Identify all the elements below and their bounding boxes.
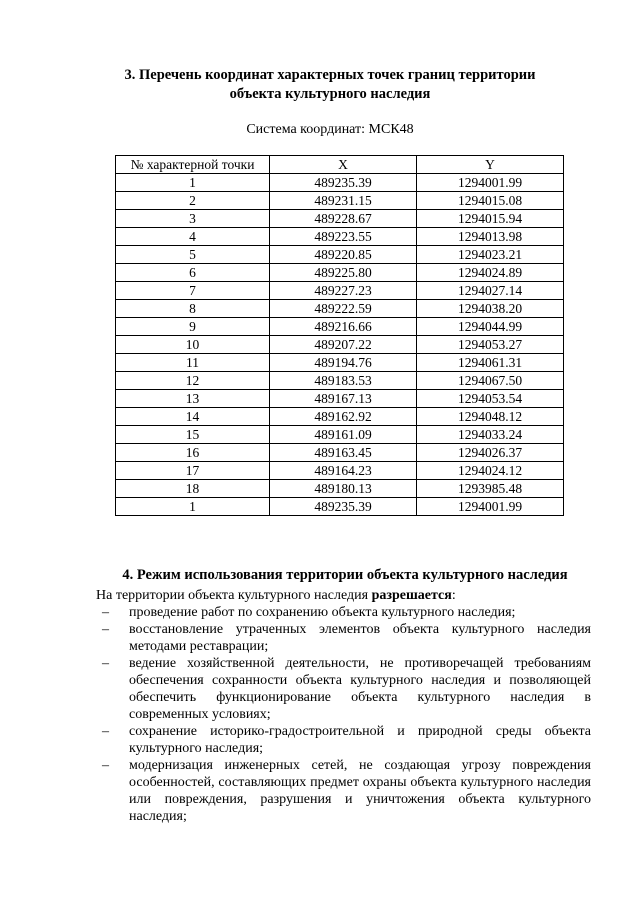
cell-x: 489162.92 — [270, 408, 417, 426]
cell-point-number: 15 — [116, 426, 270, 444]
cell-x: 489225.80 — [270, 264, 417, 282]
cell-y: 1294061.31 — [417, 354, 564, 372]
cell-point-number: 4 — [116, 228, 270, 246]
list-item — [96, 757, 591, 825]
cell-y: 1293985.48 — [417, 480, 564, 498]
cell-x: 489161.09 — [270, 426, 417, 444]
table-row — [116, 264, 564, 282]
cell-y: 1294013.98 — [417, 228, 564, 246]
cell-x: 489235.39 — [270, 174, 417, 192]
cell-x: 489228.67 — [270, 210, 417, 228]
permitted-intro — [96, 587, 591, 604]
section-3-heading-line-2: объекта культурного наследия — [229, 86, 431, 102]
cell-point-number: 16 — [116, 444, 270, 462]
cell-y: 1294026.37 — [417, 444, 564, 462]
cell-y: 1294001.99 — [417, 498, 564, 516]
cell-y: 1294023.21 — [417, 246, 564, 264]
table-row — [116, 246, 564, 264]
cell-x: 489231.15 — [270, 192, 417, 210]
table-row — [116, 174, 564, 192]
cell-y: 1294024.89 — [417, 264, 564, 282]
cell-x: 489220.85 — [270, 246, 417, 264]
permitted-activities-list — [96, 604, 591, 825]
table-row — [116, 480, 564, 498]
list-item — [96, 723, 591, 757]
dash-bullet: – — [102, 605, 109, 620]
cell-point-number: 17 — [116, 462, 270, 480]
cell-y: 1294015.08 — [417, 192, 564, 210]
cell-point-number: 7 — [116, 282, 270, 300]
cell-x: 489164.23 — [270, 462, 417, 480]
table-row — [116, 318, 564, 336]
list-item-text: восстановление утраченных элементов объекта культурного наследия методами реставрации; — [129, 622, 591, 654]
cell-y: 1294044.99 — [417, 318, 564, 336]
cell-point-number: 12 — [116, 372, 270, 390]
cell-point-number: 2 — [116, 192, 270, 210]
cell-y: 1294053.54 — [417, 390, 564, 408]
intro-suffix: : — [451, 588, 456, 603]
cell-y: 1294001.99 — [417, 174, 564, 192]
list-item — [96, 604, 591, 621]
cell-y: 1294038.20 — [417, 300, 564, 318]
cell-point-number: 3 — [116, 210, 270, 228]
header-x: X — [270, 156, 417, 174]
cell-y: 1294048.12 — [417, 408, 564, 426]
list-item — [96, 655, 591, 723]
list-item-text: ведение хозяйственной деятельности, не противоречащей требованиям обеспечения сохранности объекта культурного наследия и позволяющей обеспечить функционирование объекта культурного наследия в современных условиях; — [129, 656, 591, 722]
section-3-heading-line-1: 3. Перечень координат характерных точек границ территории — [124, 67, 536, 83]
header-y: Y — [417, 156, 564, 174]
list-item-text: сохранение историко-градостроительной и природной среды объекта культурного наследия; — [129, 724, 591, 756]
table-row — [116, 192, 564, 210]
cell-x: 489180.13 — [270, 480, 417, 498]
list-item — [96, 621, 591, 655]
cell-y: 1294015.94 — [417, 210, 564, 228]
cell-point-number: 11 — [116, 354, 270, 372]
table-row — [116, 390, 564, 408]
coordinate-system-label: Система координат: МСК48 — [246, 122, 414, 137]
cell-y: 1294067.50 — [417, 372, 564, 390]
table-row — [116, 336, 564, 354]
cell-x: 489167.13 — [270, 390, 417, 408]
cell-point-number: 8 — [116, 300, 270, 318]
cell-x: 489163.45 — [270, 444, 417, 462]
cell-x: 489222.59 — [270, 300, 417, 318]
cell-point-number: 18 — [116, 480, 270, 498]
cell-x: 489223.55 — [270, 228, 417, 246]
section-3-heading — [100, 66, 560, 104]
intro-bold-word: разрешается — [371, 588, 452, 603]
coordinates-table — [115, 155, 564, 516]
table-row — [116, 372, 564, 390]
cell-point-number: 1 — [116, 498, 270, 516]
table-row — [116, 228, 564, 246]
dash-bullet: – — [102, 656, 109, 671]
cell-point-number: 14 — [116, 408, 270, 426]
table-row — [116, 426, 564, 444]
cell-y: 1294027.14 — [417, 282, 564, 300]
dash-bullet: – — [102, 622, 109, 637]
table-row — [116, 300, 564, 318]
table-row — [116, 462, 564, 480]
cell-y: 1294053.27 — [417, 336, 564, 354]
cell-x: 489207.22 — [270, 336, 417, 354]
intro-prefix: На территории объекта культурного наследия — [96, 588, 372, 603]
header-point-number: № характерной точки — [116, 156, 270, 174]
cell-point-number: 13 — [116, 390, 270, 408]
table-row — [116, 444, 564, 462]
coordinates-table-body — [116, 174, 564, 516]
table-row — [116, 354, 564, 372]
list-item-text: проведение работ по сохранению объекта культурного наследия; — [129, 605, 516, 620]
section-4-heading: 4. Режим использования территории объекта культурного наследия — [122, 567, 568, 583]
cell-point-number: 9 — [116, 318, 270, 336]
cell-point-number: 5 — [116, 246, 270, 264]
table-row — [116, 408, 564, 426]
cell-point-number: 6 — [116, 264, 270, 282]
cell-x: 489216.66 — [270, 318, 417, 336]
cell-y: 1294033.24 — [417, 426, 564, 444]
cell-x: 489235.39 — [270, 498, 417, 516]
table-header-row — [116, 156, 564, 174]
cell-x: 489194.76 — [270, 354, 417, 372]
table-row — [116, 498, 564, 516]
cell-x: 489227.23 — [270, 282, 417, 300]
cell-point-number: 10 — [116, 336, 270, 354]
dash-bullet: – — [102, 724, 109, 739]
table-row — [116, 210, 564, 228]
cell-x: 489183.53 — [270, 372, 417, 390]
dash-bullet: – — [102, 758, 109, 773]
cell-y: 1294024.12 — [417, 462, 564, 480]
table-row — [116, 282, 564, 300]
list-item-text: модернизация инженерных сетей, не создающая угрозу повреждения особенностей, составляющих предмет охраны объекта культурного наследия или повреждения, разрушения и уничтожения объекта культурного наследия; — [129, 758, 591, 824]
cell-point-number: 1 — [116, 174, 270, 192]
